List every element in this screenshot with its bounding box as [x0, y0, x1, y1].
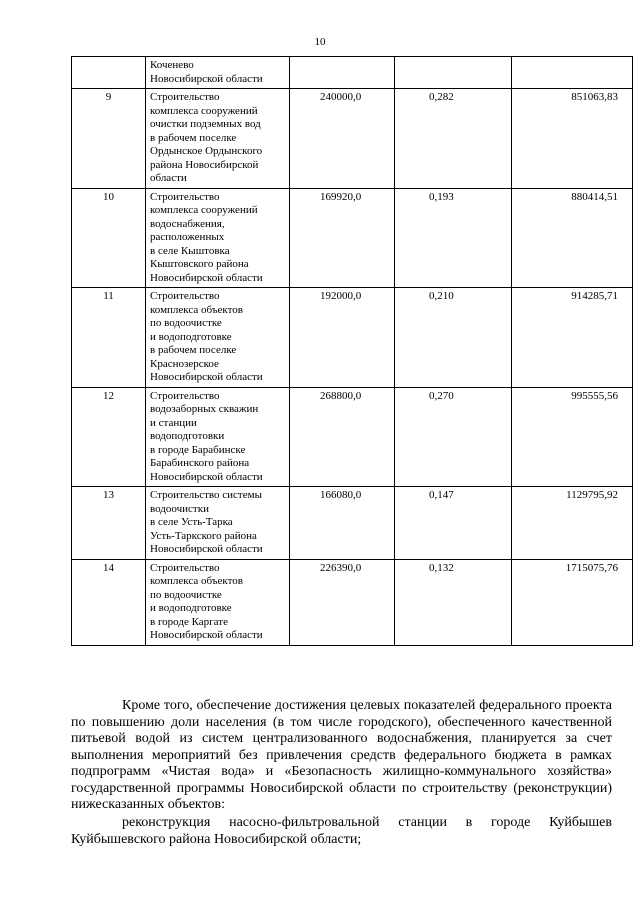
project-name-line: комплекса сооружений — [150, 104, 258, 117]
project-name-cell — [146, 89, 290, 189]
project-name-line: области — [150, 172, 187, 184]
row-number-cell: 13 — [72, 487, 146, 560]
project-name-line: Строительство — [150, 389, 220, 402]
row-number-cell: 12 — [72, 387, 146, 487]
project-name-line: и водоподготовке — [150, 330, 232, 343]
project-name-line: в рабочем поселке — [150, 131, 237, 144]
unit-cost-cell: 851063,83 — [512, 89, 633, 189]
cost-cell: 169920,0 — [290, 188, 395, 288]
project-name-line: района Новосибирской — [150, 158, 259, 171]
project-name-cell — [146, 559, 290, 645]
capacity-cell: 0,193 — [395, 188, 512, 288]
project-name-line: в селе Усть-Тарка — [150, 516, 233, 528]
project-name-line: Кыштовского района — [150, 258, 249, 270]
table-row — [72, 288, 633, 388]
project-name-line: Новосибирской области — [150, 543, 263, 555]
cost-cell — [290, 57, 395, 89]
paragraph-kuibyshev-reconstruction: реконструкция насосно-фильтровальной станции в городе Куйбышев Куйбышевского района Новосибирской области; — [71, 815, 612, 847]
projects-table-body — [72, 57, 633, 646]
project-name-line: и станции — [150, 416, 197, 429]
project-name-line: расположенных — [150, 231, 225, 243]
project-name-line: Строительство системы — [150, 489, 262, 501]
projects-table — [71, 56, 633, 646]
project-name-cell — [146, 288, 290, 388]
row-number-cell — [72, 57, 146, 89]
unit-cost-cell — [512, 57, 633, 89]
project-name-line: и водоподготовке — [150, 602, 232, 614]
project-name-line: Строительство — [150, 290, 220, 302]
project-name-line: Барабинского района — [150, 457, 250, 469]
table-row — [72, 487, 633, 560]
project-name-line: в селе Кыштовка — [150, 244, 230, 257]
project-name-line: Новосибирской области — [150, 470, 263, 483]
project-name-line: Краснозерское — [150, 357, 219, 370]
row-number-cell: 9 — [72, 89, 146, 189]
project-name-line: в рабочем поселке — [150, 344, 237, 356]
project-name-line: водозаборных скважин — [150, 403, 259, 415]
cost-cell: 166080,0 — [290, 487, 395, 560]
project-name-line: по водоочистке — [150, 588, 222, 601]
cost-cell: 226390,0 — [290, 559, 395, 645]
table-row — [72, 89, 633, 189]
project-name-line: по водоочистке — [150, 317, 222, 329]
project-name-line: в городе Каргате — [150, 615, 228, 628]
page-number: 10 — [314, 36, 326, 48]
project-name-line: Строительство — [150, 91, 220, 103]
capacity-cell: 0,147 — [395, 487, 512, 560]
capacity-cell: 0,270 — [395, 387, 512, 487]
project-name-cell — [146, 57, 290, 89]
project-name-line: Усть-Таркского района — [150, 529, 257, 542]
project-name-line: в городе Барабинске — [150, 443, 246, 456]
cost-cell: 192000,0 — [290, 288, 395, 388]
project-name-line: комплекса объектов — [150, 303, 243, 316]
project-name-line: очистки подземных вод — [150, 118, 261, 130]
table-row — [72, 57, 633, 89]
project-name-cell — [146, 487, 290, 560]
project-name-line: комплекса объектов — [150, 575, 243, 587]
project-name-line: Строительство — [150, 190, 220, 203]
project-name-line: Новосибирской области — [150, 271, 263, 284]
capacity-cell: 0,282 — [395, 89, 512, 189]
project-name-line: водоснабжения, — [150, 217, 225, 230]
cost-cell: 240000,0 — [290, 89, 395, 189]
project-name-line: Ордынское Ордынского — [150, 145, 263, 157]
project-name-cell — [146, 387, 290, 487]
unit-cost-cell: 1715075,76 — [512, 559, 633, 645]
project-name-cell — [146, 188, 290, 288]
project-name-line: Коченево — [150, 59, 194, 71]
row-number-cell: 10 — [72, 188, 146, 288]
row-number-cell: 14 — [72, 559, 146, 645]
unit-cost-cell: 995555,56 — [512, 387, 633, 487]
project-name-line: водоочистки — [150, 502, 209, 515]
row-number-cell: 11 — [72, 288, 146, 388]
capacity-cell — [395, 57, 512, 89]
paragraph-additional-measures: Кроме того, обеспечение достижения целевых показателей федерального проекта по повышению доли населения (в том числе городского), обеспеченного качественной питьевой водой из систем централизованного водоснабжения, планируется за счет выполнения мероприятий без привлечения средств федерального бюджета в рамках подпрограмм «Чистая вода» и «Безопасность жилищно-коммунального хозяйства» государственной программы Новосибирской области по строительству (реконструкции) нижесказанных объектов: — [71, 698, 612, 812]
unit-cost-cell: 1129795,92 — [512, 487, 633, 560]
project-name-line: Новосибирской области — [150, 72, 263, 85]
cost-cell: 268800,0 — [290, 387, 395, 487]
project-name-line: Строительство — [150, 561, 220, 574]
capacity-cell: 0,210 — [395, 288, 512, 388]
capacity-cell: 0,132 — [395, 559, 512, 645]
table-row — [72, 387, 633, 487]
table-row — [72, 559, 633, 645]
project-name-line: Новосибирской области — [150, 371, 263, 383]
table-row — [72, 188, 633, 288]
project-name-line: водоподготовки — [150, 430, 225, 442]
project-name-line: Новосибирской области — [150, 629, 263, 641]
unit-cost-cell: 914285,71 — [512, 288, 633, 388]
project-name-line: комплекса сооружений — [150, 204, 258, 216]
unit-cost-cell: 880414,51 — [512, 188, 633, 288]
